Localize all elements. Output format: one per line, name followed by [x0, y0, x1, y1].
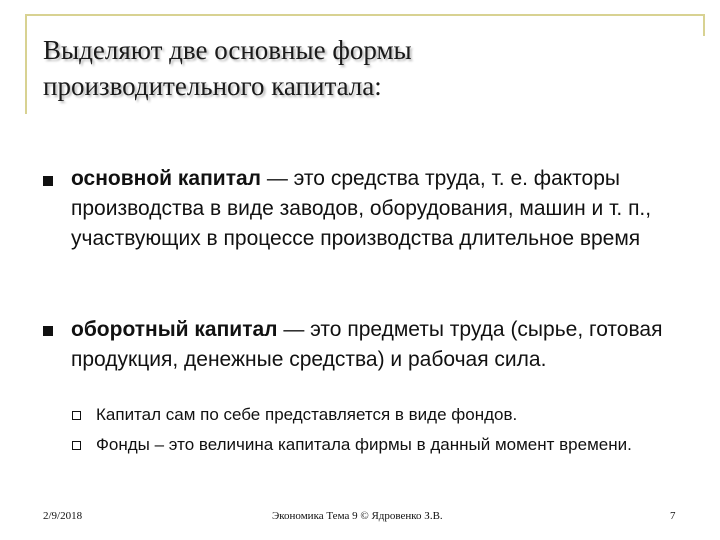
footer-date: 2/9/2018	[43, 510, 83, 522]
sub-bullet-funds-definition: Фонды – это величина капитала фирмы в данный момент времени.	[96, 435, 632, 454]
checkbox-bullet-icon	[72, 411, 81, 420]
term-fixed-capital: основной капитал	[71, 167, 261, 190]
frame-top-line	[25, 14, 705, 16]
definition-working-capital: — это предметы труда (сырье, готовая продукция, денежные средства) и рабочая сила.	[71, 318, 663, 371]
frame-left-line	[25, 14, 27, 114]
checkbox-bullet-icon	[72, 441, 81, 450]
bullet-square-icon	[43, 326, 53, 336]
title-colon: :	[374, 71, 382, 101]
bullet-item-fixed-capital	[71, 164, 691, 254]
title-line-1: Выделяют две основные формы	[43, 35, 412, 65]
slide-title	[43, 32, 683, 104]
definition-fixed-capital: — это средства труда, т. е. факторы производства в виде заводов, оборудования, машин и т. п., участвующих в процессе производства длительное время	[71, 167, 652, 250]
bullet-square-icon	[43, 176, 53, 186]
frame-right-tick	[703, 14, 705, 36]
footer-page-number: 7	[670, 510, 676, 522]
bullet-item-working-capital	[71, 315, 691, 375]
title-line-2: производительного капитала	[43, 71, 375, 101]
term-working-capital: оборотный капитал	[71, 318, 278, 341]
footer-center: Экономика Тема 9 © Ядровенко З.В.	[272, 510, 443, 522]
sub-bullet-funds: Капитал сам по себе представляется в виде фондов.	[96, 405, 518, 424]
